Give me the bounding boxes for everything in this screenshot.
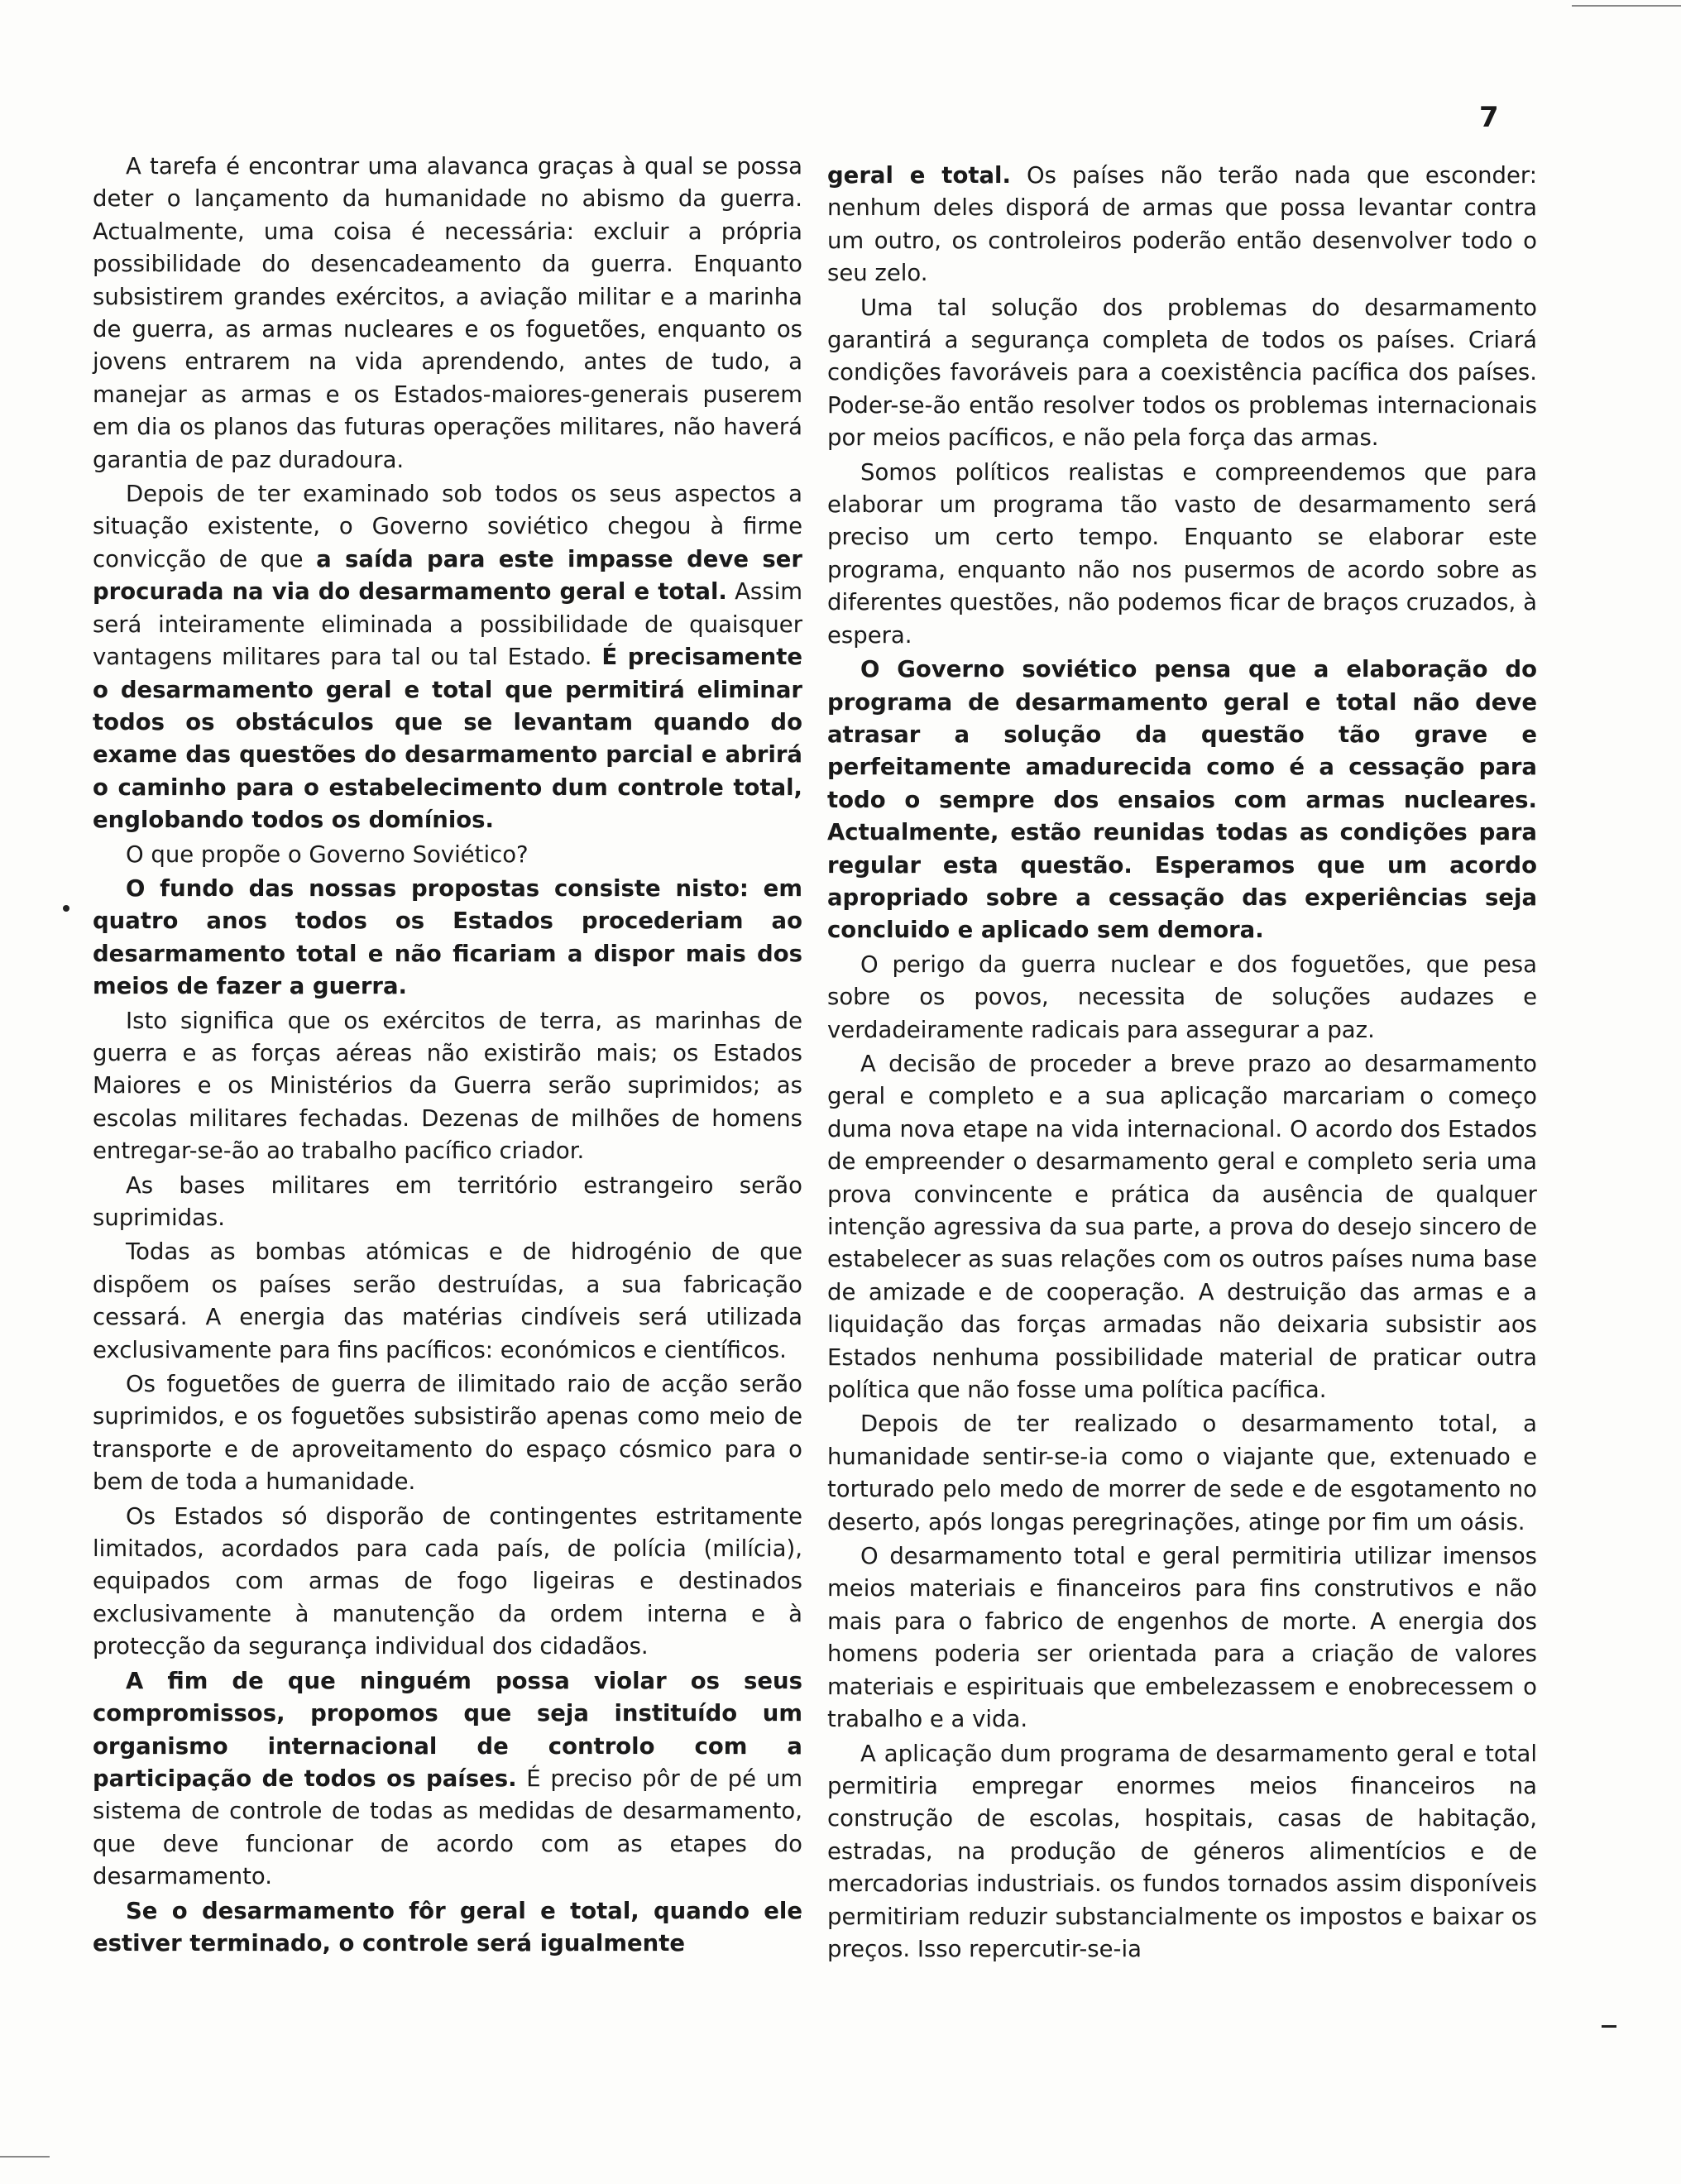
paragraph xyxy=(93,1895,802,1961)
scan-mark xyxy=(0,2156,50,2158)
page-number: 7 xyxy=(1479,101,1499,134)
paragraph: Todas as bombas atómicas e de hidrogénio de que dispõem os países serão destruídas, a sua fabricação cessará. A energia das matérias cindíveis será utilizada exclusivamente para fins pacíficos: económicos e científicos. xyxy=(93,1238,802,1363)
paragraph xyxy=(827,160,1537,290)
text-run: É preciso pôr de pé um sistema de controle de todas as medidas de desarmamento, que deve funcionar de acordo com as etapes do desarmamento. xyxy=(93,1765,802,1890)
paragraph: Os foguetões de guerra de ilimitado raio de acção serão suprimidos, e os foguetões subsistirão apenas como meio de transporte e de aproveitamento do espaço cósmico para o bem de toda a humanidade. xyxy=(93,1371,802,1496)
bold-text: Se o desarmamento fôr geral e total, quando ele estiver terminado, o controle será igualmente xyxy=(93,1897,802,1956)
paragraph: O que propõe o Governo Soviético? xyxy=(126,841,529,868)
right-column xyxy=(827,160,1537,1967)
paragraph xyxy=(827,654,1537,947)
text-run: Assim será inteiramente eliminada a possibilidade de quaisquer vantagens militares para tal ou tal Estado. xyxy=(93,578,803,671)
paragraph: As bases militares em território estrangeiro serão suprimidas. xyxy=(93,1171,802,1231)
paragraph: Uma tal solução dos problemas do desarmamento garantirá a segurança completa de todos os países. Criará condições favoráveis para a coexistência pacífica dos países. Poder-se-ão então resolver todos os problemas internacionais por meios pacíficos, e não pela força das armas. xyxy=(827,294,1537,452)
paragraph: A tarefa é encontrar uma alavanca graças à qual se possa deter o lançamento da humanidade no abismo da guerra. Actualmente, uma coisa é necessária: excluir a própria possibilidade do desencadeamento da guerra. Enquanto subsistirem grandes exércitos, a aviação militar e a marinha de guerra, as armas nucleares e os foguetões, enquanto os jovens entrarem na vida aprendendo, antes de tudo, a manejar as armas e os Estados-maiores-generais puserem em dia os planos das futuras operações militares, não haverá garantia de paz duradoura. xyxy=(93,153,802,473)
paragraph: A decisão de proceder a breve prazo ao desarmamento geral e completo e a sua aplicação marcariam o começo duma nova etape na vida internacional. O acordo dos Estados de empreender o desarmamento geral e completo seria uma prova convincente e prática da ausência de qualquer intenção agressiva da sua parte, a prova do desejo sincero de estabelecer as suas relações com os outros países numa base de amizade e de cooperação. A destruição das armas e a liquidação das forças armadas não deixaria subsistir aos Estados nenhuma possibilidade material de praticar outra política que não fosse uma política pacífica. xyxy=(827,1050,1537,1404)
paragraph: A aplicação dum programa de desarmamento geral e total permitiria empregar enormes meios financeiros na construção de escolas, hospitais, casas de habitação, estradas, na produção de géneros alimentícios e de mercadorias industriais. os fundos tornados assim disponíveis permitiriam reduzir substancialmente os impostos e baixar os preços. Isso repercutir-se-ia xyxy=(827,1740,1537,1962)
paragraph: Somos políticos realistas e compreendemos que para elaborar um programa tão vasto de desarmamento será preciso um certo tempo. Enquanto se elaborar este programa, enquanto não nos pusermos de acordo sobre as diferentes questões, não podemos ficar de braços cruzados, à espera. xyxy=(827,458,1537,649)
bold-text: geral e total. xyxy=(827,162,1011,189)
text-run: Depois de ter examinado sob todos os seus aspectos a situação existente, o Governo soviético chegou à firme convicção de que xyxy=(93,481,802,572)
left-column xyxy=(93,151,802,1961)
paragraph: Depois de ter realizado o desarmamento total, a humanidade sentir-se-ia como o viajante que, extenuado e torturado pelo medo de morrer de sede e de esgotamento no deserto, após longas peregrinações, atinge por fim um oásis. xyxy=(827,1410,1537,1535)
paragraph: O desarmamento total e geral permitiria utilizar imensos meios materiais e financeiros para fins construtivos e não mais para o fabrico de engenhos de morte. A energia dos homens poderia ser orientada para a criação de valores materiais e espirituais que embelezassem e enobrecessem o trabalho e a vida. xyxy=(827,1543,1537,1733)
paragraph: Isto significa que os exércitos de terra, as marinhas de guerra e as forças aéreas não existirão mais; os Estados Maiores e os Ministérios da Guerra serão suprimidos; as escolas militares fechadas. Dezenas de milhões de homens entregar-se-ão ao trabalho pacífico criador. xyxy=(93,1007,802,1165)
bold-text: O Governo soviético pensa que a elaboração do programa de desarmamento geral e total não deve atrasar a solução da questão tão grave e perfeitamente amadurecida como é a cessação para todo o sempre dos ensaios com armas nucleares. Actualmente, estão reunidas todas as condições para regular esta questão. Esperamos que um acordo apropriado sobre a cessação das experiências seja concluido e aplicado sem demora. xyxy=(827,656,1537,944)
paragraph: O perigo da guerra nuclear e dos foguetões, que pesa sobre os povos, necessita de soluções audazes e verdadeiramente radicais para assegurar a paz. xyxy=(827,951,1537,1043)
scan-mark xyxy=(63,905,69,912)
text-run: Os países não terão nada que esconder: nenhum deles disporá de armas que possa levantar contra um outro, os controleiros poderão então desenvolver todo o seu zelo. xyxy=(827,162,1537,287)
bold-text: O fundo das nossas propostas consiste nisto: em quatro anos todos os Estados procederiam ao desarmamento total e não ficariam a dispor mais dos meios de fazer a guerra. xyxy=(93,874,802,1000)
scan-mark xyxy=(1602,2025,1616,2028)
bold-text: a saída para este impasse deve ser procurada na via do desarmamento geral e total. xyxy=(93,545,802,606)
paragraph xyxy=(93,1665,802,1894)
bold-text: A fim de que ninguém possa violar os seus compromissos, propomos que seja instituído um organismo internacional de controlo com a participação de todos os países. xyxy=(93,1667,802,1792)
bold-text: É precisamente o desarmamento geral e total que permitirá eliminar todos os obstáculos que se levantam quando do exame das questões do desarmamento parcial e abrirá o caminho para o estabelecimento dum controle total, englobando todos os domínios. xyxy=(93,644,803,834)
scan-mark xyxy=(1572,5,1681,7)
paragraph xyxy=(93,873,802,1003)
paragraph: Os Estados só disporão de contingentes estritamente limitados, acordados para cada país, de polícia (milícia), equipados com armas de fogo ligeiras e destinados exclusivamente à manutenção da ordem interna e à protecção da segurança individual dos cidadãos. xyxy=(93,1502,802,1660)
paragraph xyxy=(93,478,802,836)
